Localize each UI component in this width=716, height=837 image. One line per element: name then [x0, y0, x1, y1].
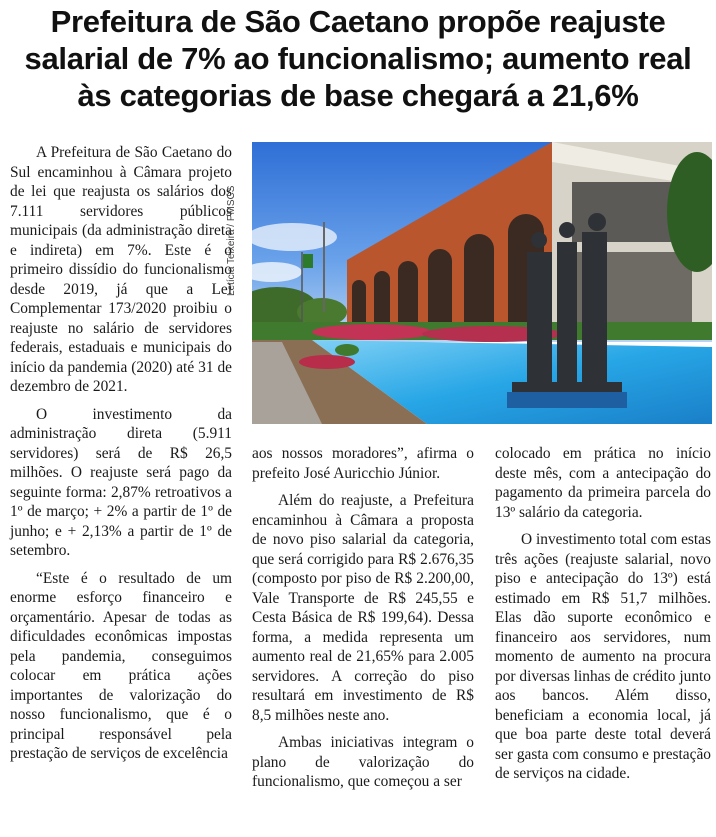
article-column-1 [10, 143, 232, 764]
paragraph: Além do reajuste, a Prefeitura encaminhou à Câmara a proposta de novo piso salarial da categoria, que será corrigido para R$ 2.676,35 (composto por piso de R$ 2.200,00, Vale Transporte de R$ 245,55 e Cesta Básica de R$ 199,64). Dessa forma, a medida representa um aumento real de 21,65% para 2.005 servidores. A correção do piso resultará em investimento de R$ 8,5 milhões neste ano. [252, 492, 474, 724]
paragraph: A Prefeitura de São Caetano do Sul encaminhou à Câmara projeto de lei que reajusta os salários dos 7.111 servidores públicos municipais (da administração direta e indireta) em 7%. Este é o primeiro dissídio do funcionalismo desde 2019, já que a Lei Complementar 173/2020 proibiu o reajuste no salário de servidores federais, estaduais e municipais do início da pandemia (2020) até 31 de dezembro de 2021. [10, 144, 232, 395]
news-photo [252, 142, 712, 424]
paragraph: “Este é o resultado de um enorme esforço financeiro e orçamentário. Apesar de todas as dificuldades econômicas impostas pela pandemia, conseguimos colocar em prática ações importantes de valorização do nosso funcionalismo, que é o principal responsável pela prestação de serviços de excelência [10, 569, 232, 762]
paragraph: aos nossos moradores”, afirma o prefeito José Auricchio Júnior. [252, 445, 474, 482]
paragraph: colocado em prática no início deste mês, com a antecipação do pagamento da primeira parcela do 13º salário da categoria. [495, 445, 711, 521]
paragraph: Ambas iniciativas integram o plano de valorização do funcionalismo, que começou a ser [252, 734, 474, 790]
article-column-2 [252, 444, 474, 792]
photo-credit: Letícia Teixeira / PMSCS [226, 185, 237, 296]
article-column-3 [495, 444, 711, 784]
paragraph: O investimento total com estas três ações (reajuste salarial, novo piso e antecipação do 13º) está estimado em R$ 51,7 milhões. Elas dão suporte econômico e financeiro aos servidores, num momento de aumento na procura por diversas linhas de crédito junto aos bancos. Além disso, beneficiam a economia local, já que boa parte deste total deverá ser gasta com consumo e prestação de serviços na cidade. [495, 531, 711, 782]
headline: Prefeitura de São Caetano propõe reajuste salarial de 7% ao funcionalismo; aumento real às categorias de base chegará a 21,6% [24, 4, 692, 113]
paragraph: O investimento da administração direta (5.911 servidores) será de R$ 26,5 milhões. O reajuste será pago da seguinte forma: 2,87% retroativos a 1º de março; + 2% a partir de 1º de junho; e + 2,13% a partir de 1º de setembro. [10, 405, 232, 559]
